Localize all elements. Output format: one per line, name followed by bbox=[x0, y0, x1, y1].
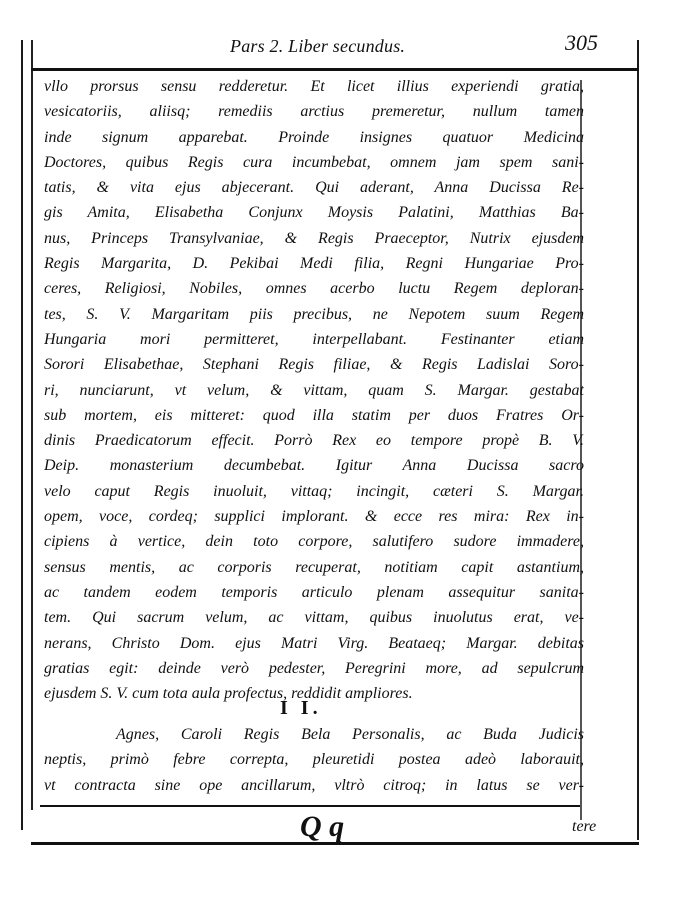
signature-mark: Q q bbox=[300, 810, 345, 843]
text-line: vesicatoriis, aliisq; remediis arctius premeretur, nullum tamen bbox=[44, 103, 584, 121]
text-line: gratias egit: deinde verò pedester, Peregrini more, ad sepulcrum bbox=[44, 659, 584, 677]
text-line: ceres, Religiosi, Nobiles, omnes acerbo luctu Regem deploran- bbox=[44, 280, 584, 298]
text-line: inde signum apparebat. Proinde insignes quatuor Medicina bbox=[44, 128, 584, 146]
text-line: opem, voce, cordeq; supplici implorant. & ecce res mira: Rex in- bbox=[44, 508, 584, 526]
main-text-block bbox=[44, 74, 584, 706]
catchword: tere bbox=[572, 818, 597, 835]
page-number: 305 bbox=[565, 30, 598, 55]
text-line: cipiens à vertice, dein toto corpore, salutifero sudore immadere, bbox=[44, 533, 584, 551]
text-block-border-left bbox=[31, 40, 33, 810]
page-border-left bbox=[21, 40, 23, 830]
text-line: gis Amita, Elisabetha Conjunx Moysis Palatini, Matthias Ba- bbox=[44, 204, 584, 222]
page-border-right bbox=[637, 40, 639, 840]
text-line: Deip. monasterium decumbebat. Igitur Anna Ducissa sacro bbox=[44, 457, 584, 475]
section-two-text-block bbox=[44, 722, 584, 798]
section-number: I I. bbox=[280, 697, 322, 719]
text-line: velo caput Regis inuoluit, vittaq; incingit, cæteri S. Margar. bbox=[44, 482, 584, 500]
text-line: tem. Qui sacrum velum, ac vittam, quibus inuolutus erat, ve- bbox=[44, 609, 584, 627]
text-line: sensus mentis, ac corporis recuperat, notitiam capit astantium, bbox=[44, 558, 584, 576]
text-line: ri, nunciarunt, vt velum, & vittam, quam S. Margar. gestabat bbox=[44, 381, 584, 399]
text-line: Agnes, Caroli Regis Bela Personalis, ac Buda Judicis bbox=[116, 726, 584, 743]
text-line: sub mortem, eis mitteret: quod illa statim per duos Fratres Or- bbox=[44, 406, 584, 424]
text-line: vt contracta sine ope ancillarum, vltrò citroq; in latus se ver- bbox=[44, 776, 584, 794]
text-block-bottom-rule bbox=[40, 805, 580, 807]
text-line: dinis Praedicatorum effecit. Porrò Rex eo tempore propè B. V. bbox=[44, 432, 584, 450]
text-line: tes, S. V. Margaritam piis precibus, ne Nepotem suum Regem bbox=[44, 305, 584, 323]
text-line: ac tandem eodem temporis articulo plenam assequitur sanita- bbox=[44, 583, 584, 601]
text-line: Regis Margarita, D. Pekibai Medi filia, Regni Hungariae Pro- bbox=[44, 255, 584, 273]
text-line: tatis, & vita ejus abjecerant. Qui aderant, Anna Ducissa Re- bbox=[44, 179, 584, 197]
text-line: neptis, primò febre correpta, pleuretidi postea adeò laborauit, bbox=[44, 751, 584, 769]
text-line: nerans, Christo Dom. ejus Matri Virg. Beataeq; Margar. debitas bbox=[44, 634, 584, 652]
running-head: Pars 2. Liber secundus. bbox=[230, 36, 406, 56]
text-line: Hungaria mori permitteret, interpellabant. Festinanter etiam bbox=[44, 330, 584, 348]
text-line: Sorori Elisabethae, Stephani Regis filiae, & Regis Ladislai Soro- bbox=[44, 356, 584, 374]
text-line: ejusdem S. V. cum tota aula profectus, reddidit ampliores. bbox=[44, 685, 413, 703]
header-rule bbox=[31, 68, 639, 71]
text-line: Doctores, quibus Regis cura incumbebat, omnem jam spem sani- bbox=[44, 153, 584, 171]
text-line: nus, Princeps Transylvaniae, & Regis Praeceptor, Nutrix ejusdem bbox=[44, 229, 584, 247]
text-line: vllo prorsus sensu redderetur. Et licet illius experiendi gratia, bbox=[44, 78, 584, 95]
